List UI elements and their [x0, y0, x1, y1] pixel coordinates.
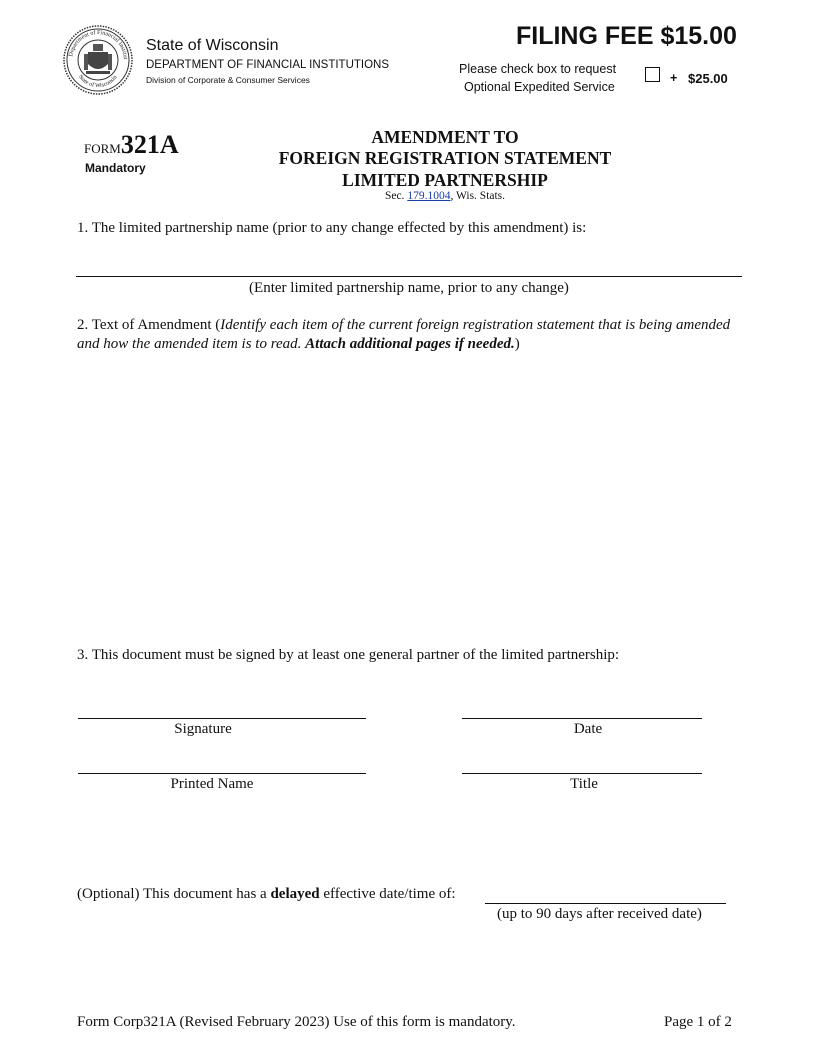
form-number-value: 321A [120, 130, 179, 159]
seal-text-bottom: State of Wisconsin [76, 73, 119, 90]
partnership-name-caption: (Enter limited partnership name, prior to any change) [249, 280, 569, 296]
title-field[interactable] [462, 773, 702, 774]
partnership-name-line [76, 276, 742, 277]
delayed-effective-date-text [77, 886, 456, 903]
delayed-text-after: effective date/time of: [319, 886, 456, 902]
state-seal-icon [62, 24, 134, 96]
title-label: Title [570, 776, 598, 792]
division-name: Division of Corporate & Consumer Services [146, 75, 310, 85]
form-number [84, 130, 179, 160]
question-2 [77, 316, 742, 354]
state-name: State of Wisconsin [146, 37, 279, 54]
signature-field[interactable] [78, 718, 366, 719]
delayed-effective-date-field[interactable] [485, 903, 726, 904]
expedited-service-checkbox[interactable] [645, 67, 660, 82]
statute-link[interactable]: 179.1004 [407, 190, 451, 202]
expedited-text-line1: Please check box to request [459, 62, 617, 76]
question-2-lead: 2. Text of Amendment ( [77, 317, 221, 333]
delayed-date-caption: (up to 90 days after received date) [497, 906, 702, 922]
delayed-text-before: (Optional) This document has a [77, 886, 271, 902]
printed-name-label: Printed Name [170, 776, 254, 792]
seal-text-top: Department of Financial Institut [68, 29, 129, 60]
statute-reference [230, 190, 660, 202]
amendment-text-area[interactable] [76, 356, 742, 636]
signature-label: Signature [174, 721, 232, 737]
expedited-fee: $25.00 [688, 71, 728, 86]
form-prefix: FORM [84, 141, 121, 156]
question-2-close: ) [514, 336, 520, 352]
partnership-name-field[interactable] [76, 252, 742, 274]
delayed-text-bold: delayed [270, 886, 320, 902]
plus-sign: + [670, 71, 678, 85]
statute-suffix: , Wis. Stats. [450, 190, 506, 202]
question-1: 1. The limited partnership name (prior to any change effected by this amendment) is: [77, 220, 587, 236]
printed-name-field[interactable] [78, 773, 366, 774]
expedited-text-line2: Optional Expedited Service [464, 80, 615, 94]
form-title-line1: AMENDMENT TO [371, 127, 519, 147]
date-field[interactable] [462, 718, 702, 719]
statute-prefix: Sec. [384, 190, 405, 202]
date-label: Date [573, 721, 603, 737]
question-2-instruction: Identify each item of the current foreign registration statement that is being amended and how the amended item is to read. [77, 317, 731, 352]
question-2-attach-note: Attach additional pages if needed. [305, 336, 515, 352]
footer-form-note: Form Corp321A (Revised February 2023) Use of this form is mandatory. [77, 1014, 516, 1030]
filing-fee: FILING FEE $15.00 [516, 22, 737, 50]
mandatory-label: Mandatory [85, 161, 146, 175]
department-name: DEPARTMENT OF FINANCIAL INSTITUTIONS [146, 59, 390, 71]
form-title-line2: FOREIGN REGISTRATION STATEMENT [278, 148, 612, 168]
form-title-line3: LIMITED PARTNERSHIP [342, 170, 548, 190]
page-number: Page 1 of 2 [664, 1014, 732, 1030]
question-3: 3. This document must be signed by at least one general partner of the limited partnership: [77, 647, 620, 663]
